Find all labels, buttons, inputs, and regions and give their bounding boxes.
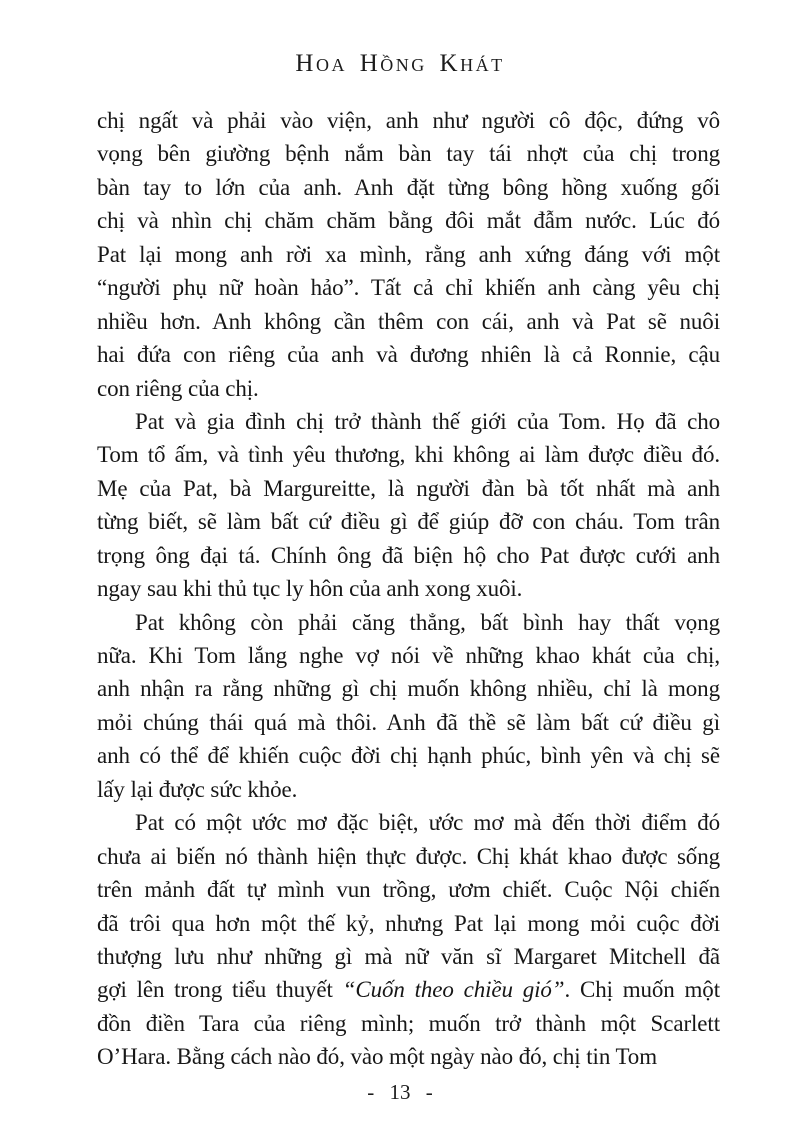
text-line: Tom tổ ấm, và tình yêu thương, khi không ai làm được điều đó.	[97, 442, 720, 468]
page-number: - 13 -	[367, 1080, 433, 1104]
text-line: thượng lưu như những gì mà nữ văn sĩ Margaret Mitchell đã	[97, 943, 720, 969]
text-line: chưa ai biến nó thành hiện thực được. Chị khát khao được sống	[97, 843, 720, 869]
page-body	[97, 104, 720, 1074]
text-line: chị và nhìn chị chăm chăm bằng đôi mắt đẫm nước. Lúc đó	[97, 208, 720, 234]
text-line: từng biết, sẽ làm bất cứ điều gì để giúp đỡ con cháu. Tom trân	[97, 509, 720, 535]
text-line: đã trôi qua hơn một thế kỷ, nhưng Pat lại mong mỏi cuộc đời	[97, 910, 720, 936]
text-line: nhiều hơn. Anh không cần thêm con cái, anh và Pat sẽ nuôi	[97, 308, 720, 334]
text-line: anh nhận ra rằng những gì chị muốn không nhiều, chỉ là mong	[97, 676, 720, 702]
text-line: trọng ông đại tá. Chính ông đã biện hộ cho Pat được cưới anh	[97, 542, 720, 568]
text-line: vọng bên giường bệnh nắm bàn tay tái nhợt của chị trong	[97, 141, 720, 167]
text-segment: gợi lên trong tiểu thuyết	[97, 977, 343, 1003]
text-line: O’Hara. Bằng cách nào đó, vào một ngày nào đó, chị tin Tom	[97, 1044, 657, 1070]
text-line: Pat có một ước mơ đặc biệt, ước mơ mà đến thời điểm đó	[135, 810, 720, 836]
running-title: Hoa Hồng Khát	[295, 50, 505, 77]
paragraph	[97, 606, 720, 807]
text-line: trên mảnh đất tự mình vun trồng, ươm chiết. Cuộc Nội chiến	[97, 877, 720, 903]
text-line: nữa. Khi Tom lắng nghe vợ nói về những khao khát của chị,	[97, 643, 720, 668]
text-line: Mẹ của Pat, bà Margureitte, là người đàn bà tốt nhất mà anh	[97, 475, 720, 501]
text-line: lấy lại được sức khỏe.	[97, 776, 298, 802]
text-line: “người phụ nữ hoàn hảo”. Tất cả chỉ khiến anh càng yêu chị	[97, 275, 720, 301]
italic-book-title: “Cuốn theo chiều gió”	[342, 977, 565, 1003]
text-line: hai đứa con riêng của anh và đương nhiên là cả Ronnie, cậu	[97, 342, 720, 368]
text-line: ngay sau khi thủ tục ly hôn của anh xong xuôi.	[97, 576, 523, 602]
text-line: Pat không còn phải căng thẳng, bất bình hay thất vọng	[135, 609, 720, 635]
text-line: bàn tay to lớn của anh. Anh đặt từng bông hồng xuống gối	[97, 174, 720, 200]
paragraph	[97, 405, 720, 606]
text-line: Pat và gia đình chị trở thành thế giới của Tom. Họ đã cho	[135, 408, 720, 434]
text-line	[97, 973, 720, 1006]
paragraph	[97, 806, 720, 1074]
text-line: Pat lại mong anh rời xa mình, rằng anh xứng đáng với một	[97, 241, 720, 267]
paragraph	[97, 104, 720, 405]
text-line: đồn điền Tara của riêng mình; muốn trở thành một Scarlett	[97, 1010, 720, 1036]
text-line: anh có thể để khiến cuộc đời chị hạnh phúc, bình yên và chị sẽ	[97, 743, 720, 769]
text-line: mỏi chúng thái quá mà thôi. Anh đã thề sẽ làm bất cứ điều gì	[97, 709, 720, 735]
text-line: con riêng của chị.	[97, 375, 259, 401]
text-line: chị ngất và phải vào viện, anh như người cô độc, đứng vô	[97, 108, 720, 133]
text-segment: . Chị muốn một	[564, 977, 720, 1003]
